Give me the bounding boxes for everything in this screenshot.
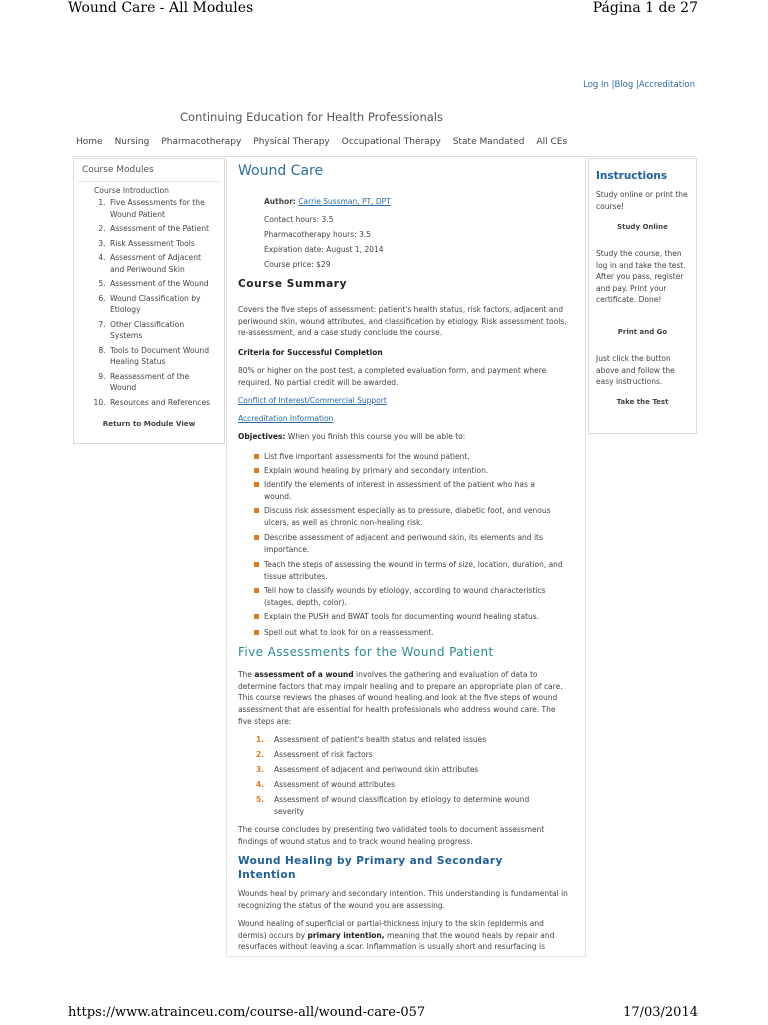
wound-healing-paragraph-2: Wound healing of superficial or partial-thickness injury to the skin (epidermis and dermis) occurs by primary intention, meaning that the wound heals by repair and resurfaces without leaving a scar. Inflammation is usually short and resurfacing is xyxy=(238,919,555,952)
sidebar-item-module-5[interactable]: 5. Assessment of the Wound xyxy=(108,278,216,290)
contact-hours: Contact hours: 3.5 xyxy=(264,215,334,224)
author-label: Author: xyxy=(264,197,296,206)
sidebar-item-course-introduction[interactable]: Course Introduction xyxy=(94,186,169,195)
login-link[interactable]: Log In xyxy=(583,80,609,90)
sidebar-item-module-8[interactable]: 8. Tools to Document Wound Healing Status xyxy=(108,345,216,368)
conflict-of-interest-link[interactable]: Conflict of Interest/Commercial Support xyxy=(238,396,387,405)
objectives-intro-text: When you finish this course you will be able to: xyxy=(287,432,466,441)
bullet-icon xyxy=(254,482,259,487)
nav-state-mandated[interactable]: State Mandated xyxy=(452,137,525,147)
blog-link[interactable]: Blog xyxy=(614,80,634,90)
return-to-module-view-link[interactable]: Return to Module View xyxy=(102,419,196,428)
step-item: Assessment of risk factors xyxy=(274,750,373,759)
bullet-icon xyxy=(254,535,259,540)
sidebar-item-module-3[interactable]: 3. Risk Assessment Tools xyxy=(108,238,216,250)
site-title: Continuing Education for Health Professionals xyxy=(180,110,443,124)
top-links: Log In |Blog |Accreditation xyxy=(583,80,695,90)
instructions-text-2: Study the course, then log in and take the test. After you pass, register and pay. Print your certificate. Done! xyxy=(596,249,686,304)
print-header xyxy=(0,0,768,24)
course-summary-heading: Course Summary xyxy=(238,278,348,290)
nav-divider xyxy=(72,156,696,157)
nav-all-ces[interactable]: All CEs xyxy=(536,137,568,147)
accreditation-information-link[interactable]: Accreditation Information xyxy=(238,414,334,423)
criteria-heading: Criteria for Successful Completion xyxy=(238,348,383,357)
nav-home[interactable]: Home xyxy=(76,137,103,147)
step-number: 1. xyxy=(256,735,265,744)
sidebar-item-module-6[interactable]: 6. Wound Classification by Etiology xyxy=(108,293,216,316)
author-link[interactable]: Carrie Sussman, PT, DPT xyxy=(298,197,391,206)
five-assessments-heading: Five Assessments for the Wound Patient xyxy=(238,645,494,659)
bullet-icon xyxy=(254,508,259,513)
objectives-intro xyxy=(238,431,465,443)
print-date: 17/03/2014 xyxy=(623,1005,698,1020)
bullet-icon xyxy=(254,468,259,473)
expiration-date: Expiration date: August 1, 2014 xyxy=(264,245,384,254)
bullet-icon xyxy=(254,588,259,593)
course-summary-text: Covers the five steps of assessment: patient's health status, risk factors, adjacent and periwound skin, wound attributes, and classification by etiology. Risk assessment tools, re-assessment, and a case study conclude the course. xyxy=(238,305,567,338)
instructions-sidebar xyxy=(588,158,697,434)
wound-healing-heading: Wound Healing by Primary and Secondary Intention xyxy=(238,855,503,881)
main-nav xyxy=(76,137,579,147)
step-item: Assessment of wound attributes xyxy=(274,780,395,789)
step-number: 5. xyxy=(256,795,265,804)
take-the-test-button[interactable]: Take the Test xyxy=(616,398,669,406)
print-page-number: Página 1 de 27 xyxy=(592,0,698,16)
criteria-text: 80% or higher on the post test, a completed evaluation form, and payment where required. No partial credit will be awarded. xyxy=(238,366,547,387)
instructions-heading: Instructions xyxy=(596,170,668,182)
page-title: Wound Care xyxy=(238,163,324,179)
nav-pharmacotherapy[interactable]: Pharmacotherapy xyxy=(161,137,242,147)
author-line xyxy=(264,196,391,208)
bullet-icon xyxy=(254,562,259,567)
step-number: 2. xyxy=(256,750,265,759)
nav-physical-therapy[interactable]: Physical Therapy xyxy=(253,137,330,147)
main-content: Wound Care Author: Carrie Sussman, PT, DPT Contact hours: 3.5 Pharmacotherapy hours: 3.5 Expiration date: August 1, 2014 Course price: $29 Course Summary Covers the five steps of assessment: patient's health status, risk factors, adjacent and periwound skin, wound attributes, and classification by etiology. Risk assessment tools, re-assessment, and a case study conclude the course. Criteria for Successful Completion 80% or higher on the post test, a completed evaluation form, and payment where required. No partial credit will be awarded. Conflict of Interest/Commercial Support Accreditation Information Objectives: When you finish this course you will be able to: List five important assessments for the wound patient. Explain wound healing by primary and secondary intention. Identify the elements of interest in assessment of the patient who has a wound. Discuss risk assessment especially as to pressure, diabetic foot, and venous ulcers, as well as chronic non-healing risk. Describe assessment of adjacent and periwound skin, its elements and its importance. Teach the steps of assessing the wound in terms of size, location, duration, and tissue attributes. Tell how to classify wounds by etiology, according to wound characteristics (stages, depth, color). Explain the PUSH and BWAT tools for documenting wound healing status. Spell out what to look for on a reassessment. Five Assessments for the Wound Patient The assessment of a wound involves the gathering and evaluation of data to determine factors that may impair healing and to prepare an appropriate plan of care. This course reviews the phases of wound healing and look at the five steps of wound assessment that are essential for health professionals who address wound care. The five steps are: 1. Assessment of patient's health status and related issues 2. Assessment of risk factors 3. Assessment of adjacent and periwound skin attributes 4. Assessment of wound attributes 5. Assessment of wound classification by etiology to determine wound severity The course concludes by presenting two validated tools to document assessment findings of wound status and to track wound healing progress. Wound Healing by Primary and Secondary Intention Wounds heal by primary and secondary intention. This understanding is fundamental in recognizing the status of the wound you are assessing. Wound healing of superficial or partial-thickness injury to the skin (epidermis and dermis) occurs by primary intention, meaning that the wound heals by repair and resurfaces without leaving a scar. Inflammation is usually short and resurfacing is xyxy=(226,158,586,957)
study-online-button[interactable]: Study Online xyxy=(617,223,668,231)
sidebar-heading: Course Modules xyxy=(82,165,154,175)
sidebar-item-module-9[interactable]: 9. Reassessment of the Wound xyxy=(108,371,216,394)
step-number: 3. xyxy=(256,765,265,774)
sidebar-item-module-7[interactable]: 7. Other Classification Systems xyxy=(108,319,216,342)
sidebar-item-module-10[interactable]: 10. Resources and References xyxy=(108,397,216,409)
module-list xyxy=(74,197,216,411)
wound-healing-paragraph-1: Wounds heal by primary and secondary intention. This understanding is fundamental in recognizing the status of the wound you are assessing. xyxy=(238,889,568,910)
print-title: Wound Care - All Modules xyxy=(68,0,254,16)
nav-occupational-therapy[interactable]: Occupational Therapy xyxy=(341,137,441,147)
sidebar-divider xyxy=(78,181,220,182)
nav-nursing[interactable]: Nursing xyxy=(114,137,150,147)
step-number: 4. xyxy=(256,780,265,789)
course-modules-sidebar xyxy=(73,158,225,444)
sidebar-item-module-2[interactable]: 2. Assessment of the Patient xyxy=(108,223,216,235)
step-item: Assessment of patient's health status and related issues xyxy=(274,735,487,744)
sidebar-item-module-1[interactable]: 1. Five Assessments for the Wound Patient xyxy=(108,197,216,220)
step-item: Assessment of wound classification by etiology to determine wound severity xyxy=(274,795,530,816)
step-item: Assessment of adjacent and periwound skin attributes xyxy=(274,765,479,774)
pharmacotherapy-hours: Pharmacotherapy hours: 3.5 xyxy=(264,230,371,239)
course-price: Course price: $29 xyxy=(264,260,331,269)
print-url: https://www.atrainceu.com/course-all/wound-care-057 xyxy=(68,1005,426,1020)
instructions-text-1: Study online or print the course! xyxy=(596,190,688,211)
bullet-icon xyxy=(254,454,259,459)
sidebar-item-module-4[interactable]: 4. Assessment of Adjacent and Periwound Skin xyxy=(108,252,216,275)
print-footer xyxy=(0,1005,768,1025)
course-conclusion-paragraph: The course concludes by presenting two validated tools to document assessment findings of wound status and to track wound healing progress. xyxy=(238,825,545,846)
five-assessments-paragraph: The assessment of a wound involves the gathering and evaluation of data to determine factors that may impair healing and to prepare an appropriate plan of care. This course reviews the phases of wound healing and look at the five steps of wound assessment that are essential for health professionals who address wound care. The five steps are: xyxy=(238,670,563,726)
instructions-text-3: Just click the button above and follow the easy instructions. xyxy=(596,354,675,386)
bullet-icon xyxy=(254,614,259,619)
objectives-label: Objectives: xyxy=(238,432,286,441)
bullet-icon xyxy=(254,630,259,635)
print-and-go-button[interactable]: Print and Go xyxy=(617,328,668,336)
accreditation-link[interactable]: Accreditation xyxy=(638,80,695,90)
